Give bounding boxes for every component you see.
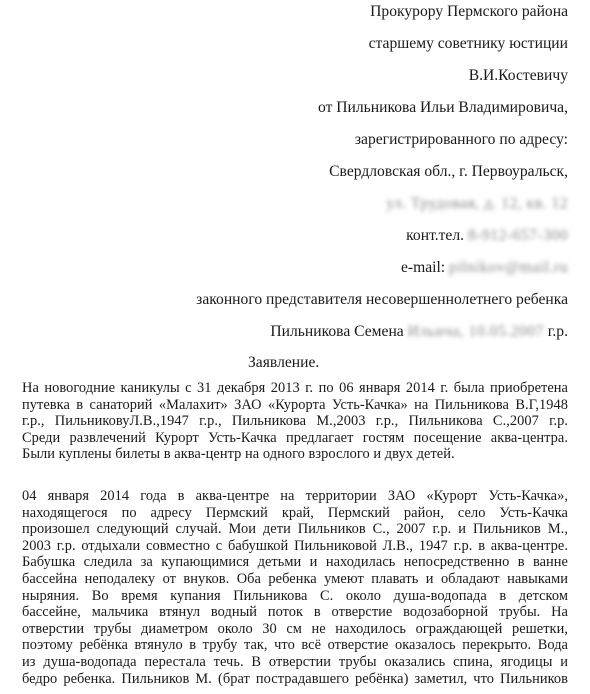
redacted-child-birthdate: Ильича, 10.05.2007 (407, 323, 544, 340)
sender-line-registered: зарегистрированного по адресу: (354, 131, 568, 148)
redacted-phone: 8-912-657-300 (467, 227, 568, 244)
paragraph-line: из душа-водопада перестала течь. В отверстии трубы оказались спина, ягодицы и (22, 653, 568, 670)
sender-line-phone (406, 227, 568, 245)
redacted-address: ул. Трудовая, д. 12, кв. 12 (386, 195, 568, 212)
addressee-line-rank: старшему советнику юстиции (368, 35, 568, 52)
paragraph-line: поэтому ребёнка втянуло в трубу так, что всё отверстие оказалось перекрыто. Вода (22, 637, 568, 654)
document-title: Заявление. (248, 354, 320, 371)
paragraph-line: находящегося по адресу Пермский край, Пермский район, село Усть-Качка (22, 504, 568, 521)
sender-line-representative: законного представителя несовершеннолетнего ребенка (196, 291, 568, 308)
paragraph-1 (22, 380, 568, 463)
child-name: Пильникова Семена (270, 323, 404, 340)
paragraph-line: бассейне, мальчика втянул водный поток в отверстие водозаборной трубы. На (22, 604, 568, 621)
email-label: e-mail: (400, 259, 446, 276)
paragraph-line: г.р., ПильниковуЛ.В.,1947 г.р., Пильникова М.,2003 г.р., Пильникова С.,2007 г.р. (22, 413, 568, 430)
sender-line-city: Свердловская обл., г. Первоуральск, (329, 163, 568, 180)
paragraph-line: 2003 г.р. отдыхали совместно с бабушкой Пильниковой Л.В., 1947 г.р. в аква-центре. (22, 537, 568, 554)
paragraph-line: отверстии трубы диаметром около 30 см не находилось ограждающей решетки, (22, 620, 568, 637)
addressee-line-name: В.И.Костевичу (468, 67, 568, 84)
paragraph-line: ныряния. Во время купания Пильникова С. около душа-водопада в детском (22, 587, 568, 604)
redacted-email: pilnikov@mail.ru (449, 259, 568, 276)
phone-label: конт.тел. (406, 227, 465, 244)
addressee-line-prosecutor: Прокурору Пермского района (370, 3, 568, 20)
paragraph-line: Бабушка следила за купающимися детьми и находилась непосредственно в ванне (22, 554, 568, 571)
paragraph-line: произошел следующий случай. Мои дети Пильников С., 2007 г.р. и Пильников М., (22, 521, 568, 538)
paragraph-2 (22, 488, 568, 687)
paragraph-line: Среди развлечений Курорт Усть-Качка предлагает гостям посещение аква-центра. (22, 429, 568, 446)
paragraph-line: бедро ребенка. Пильников М. (брат пострадавшего ребёнка) заметил, что Пильников (22, 670, 568, 687)
child-gr: г.р. (547, 323, 568, 340)
sender-line-child (270, 323, 568, 341)
sender-line-street (386, 195, 568, 213)
sender-line-email (401, 259, 568, 277)
paragraph-line: бассейна неподалеку от внуков. Оба ребенка умеют плавать и обладают навыками (22, 570, 568, 587)
paragraph-line: путевка в санаторий «Малахит» ЗАО «Курорта Усть-Качка» на Пильникова В.Г,1948 (22, 396, 568, 413)
paragraph-line: 04 января 2014 года в аква-центре на территории ЗАО «Курорт Усть-Качка», (22, 488, 568, 504)
sender-line-name: от Пильникова Ильи Владимировича, (317, 99, 568, 116)
paragraph-line: Были куплены билеты в аква-центр на одного взрослого и двух детей. (22, 446, 455, 463)
paragraph-line: На новогодние каникулы с 31 декабря 2013 г. по 06 января 2014 г. была приобретена (22, 380, 568, 396)
